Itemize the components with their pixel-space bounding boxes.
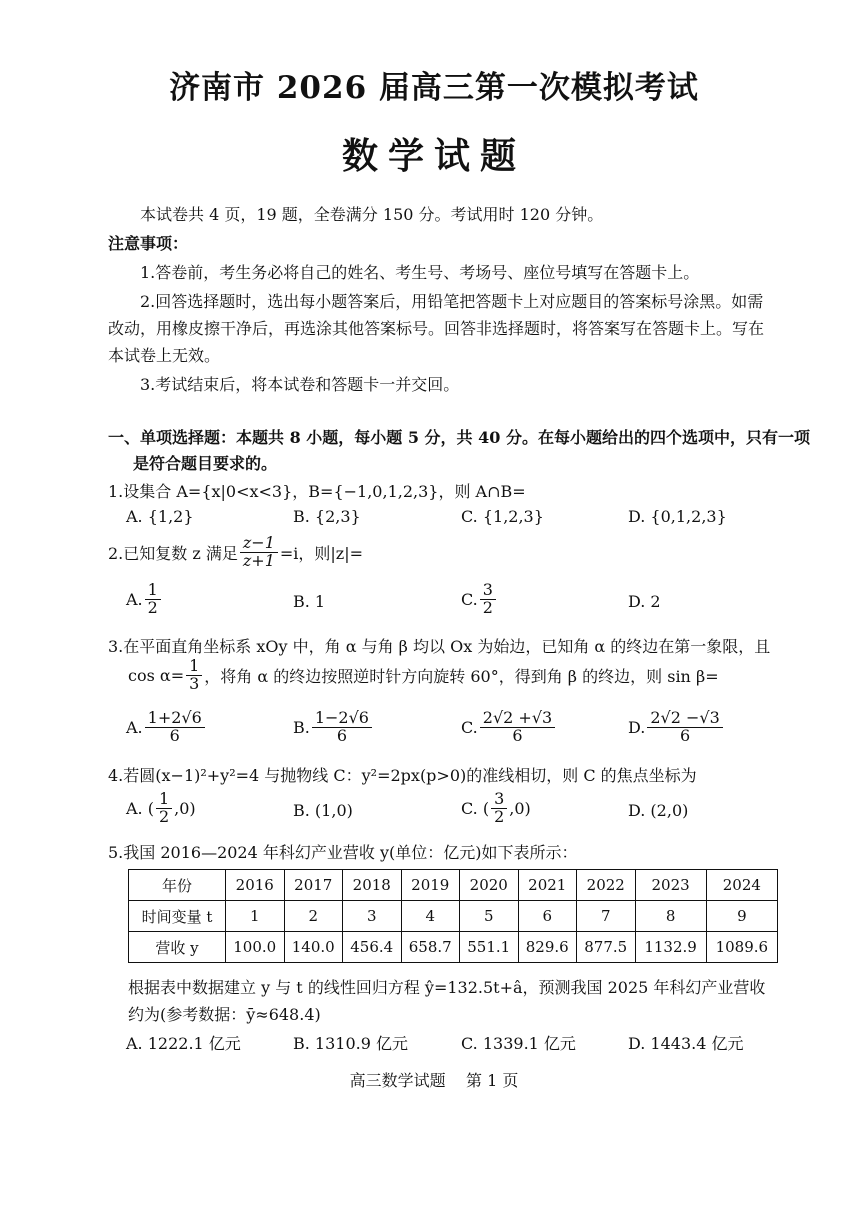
table-cell: 3 bbox=[343, 901, 402, 932]
table-cell: 2019 bbox=[401, 870, 460, 901]
table-row-label: 时间变量 t bbox=[129, 901, 226, 932]
question-2-stem bbox=[108, 535, 363, 570]
fraction-numerator: 1 bbox=[186, 658, 202, 676]
fraction-denominator: 3 bbox=[189, 673, 200, 693]
table-row-label: 年份 bbox=[129, 870, 226, 901]
table-cell: 1132.9 bbox=[635, 932, 706, 963]
question-5-stem: 5.我国 2016—2024 年科幻产业营收 y(单位：亿元)如下表所示： bbox=[108, 843, 578, 862]
table-cell: 2021 bbox=[518, 870, 577, 901]
table-row-label: 营收 y bbox=[129, 932, 226, 963]
question-3-line-1: 3.在平面直角坐标系 xOy 中，角 α 与角 β 均以 Ox 为始边，已知角 α 的终边在第一象限，且 bbox=[108, 637, 771, 656]
question-4-option-d: D. (2,0) bbox=[628, 801, 689, 820]
question-1-stem: 1.设集合 A={x|0<x<3}，B={−1,0,1,2,3}，则 A∩B= bbox=[108, 482, 526, 501]
question-1-option-c: C. {1,2,3} bbox=[461, 507, 544, 526]
table-cell: 8 bbox=[635, 901, 706, 932]
section-1-heading-cont: 是符合题目要求的。 bbox=[133, 454, 278, 473]
table-row bbox=[129, 870, 778, 901]
table-cell: 5 bbox=[460, 901, 519, 932]
question-2-option-d: D. 2 bbox=[628, 592, 661, 611]
table-cell: 877.5 bbox=[577, 932, 636, 963]
fraction-numerator: 1+2√6 bbox=[145, 710, 205, 728]
question-2-option-a bbox=[126, 582, 163, 617]
table-cell: 2016 bbox=[226, 870, 285, 901]
question-4-option-c bbox=[461, 791, 531, 826]
question-2-stem-post: =i，则|z|= bbox=[279, 543, 364, 563]
table-cell: 2 bbox=[284, 901, 343, 932]
question-5-option-d: D. 1443.4 亿元 bbox=[628, 1034, 744, 1053]
question-3-option-b bbox=[293, 710, 374, 745]
option-label: C. bbox=[461, 589, 478, 609]
page-footer: 高三数学试题 第 1 页 bbox=[349, 1071, 519, 1090]
table-row bbox=[129, 901, 778, 932]
question-3-option-d bbox=[628, 710, 725, 745]
option-tail: ,0) bbox=[509, 798, 531, 818]
notice-item-2-line-3: 本试卷上无效。 bbox=[108, 346, 221, 365]
fraction-denominator: 2 bbox=[147, 597, 158, 617]
revenue-table bbox=[128, 869, 778, 963]
fraction-denominator: z+1 bbox=[242, 550, 275, 570]
question-2-fraction bbox=[240, 535, 278, 570]
fraction-denominator: 2 bbox=[158, 806, 170, 826]
question-4-option-a bbox=[126, 791, 196, 826]
fraction-denominator: 6 bbox=[679, 725, 691, 745]
fraction-denominator: 6 bbox=[512, 725, 523, 745]
table-cell: 2018 bbox=[343, 870, 402, 901]
table-cell: 9 bbox=[706, 901, 777, 932]
question-3-option-c bbox=[461, 710, 557, 745]
fraction-denominator: 6 bbox=[169, 725, 180, 745]
table-cell: 2023 bbox=[635, 870, 706, 901]
fraction-numerator: 3 bbox=[480, 582, 496, 600]
fraction-numerator: 3 bbox=[491, 791, 507, 809]
option-label: C. bbox=[461, 717, 478, 737]
table-cell: 829.6 bbox=[518, 932, 577, 963]
question-5-option-b: B. 1310.9 亿元 bbox=[293, 1034, 409, 1053]
question-5-option-a: A. 1222.1 亿元 bbox=[126, 1034, 241, 1053]
fraction-numerator: z−1 bbox=[240, 535, 278, 553]
question-2-option-b: B. 1 bbox=[293, 592, 326, 611]
notice-heading: 注意事项： bbox=[108, 234, 189, 253]
option-label: A. bbox=[126, 589, 143, 609]
table-cell: 6 bbox=[518, 901, 577, 932]
option-label: C. ( bbox=[461, 798, 490, 818]
question-3-option-a bbox=[126, 710, 207, 745]
question-5-option-c: C. 1339.1 亿元 bbox=[461, 1034, 576, 1053]
notice-item-1: 1.答卷前，考生务必将自己的姓名、考生号、考场号、座位号填写在答题卡上。 bbox=[140, 263, 700, 282]
table-cell: 7 bbox=[577, 901, 636, 932]
table-cell: 456.4 bbox=[343, 932, 402, 963]
notice-item-3: 3.考试结束后，将本试卷和答题卡一并交回。 bbox=[140, 375, 460, 394]
table-cell: 100.0 bbox=[226, 932, 285, 963]
table-row bbox=[129, 932, 778, 963]
question-3-line-2-post: ，将角 α 的终边按照逆时针方向旋转 60°，得到角 β 的终边，则 sin β= bbox=[204, 666, 719, 686]
option-tail: ,0) bbox=[174, 798, 196, 818]
fraction-denominator: 6 bbox=[336, 725, 347, 745]
question-5-after-line-2: 约为(参考数据：ȳ≈648.4) bbox=[128, 1005, 321, 1024]
question-1-option-b: B. {2,3} bbox=[293, 507, 361, 526]
fraction-denominator: 2 bbox=[482, 597, 493, 617]
table-cell: 551.1 bbox=[460, 932, 519, 963]
notice-item-2-line-2: 改动，用橡皮擦干净后，再选涂其他答案标号。回答非选择题时，将答案写在答题卡上。写在 bbox=[108, 319, 765, 338]
question-4-stem: 4.若圆(x−1)²+y²=4 与抛物线 C：y²=2px(p>0)的准线相切，则 C 的焦点坐标为 bbox=[108, 766, 697, 785]
table-cell: 2017 bbox=[284, 870, 343, 901]
table-cell: 1089.6 bbox=[706, 932, 777, 963]
question-2-stem-pre: 2.已知复数 z 满足 bbox=[108, 543, 238, 563]
fraction-numerator: 2√2 −√3 bbox=[647, 710, 722, 728]
question-4-option-b: B. (1,0) bbox=[293, 801, 353, 820]
option-label: A. bbox=[126, 717, 143, 737]
table-cell: 1 bbox=[226, 901, 285, 932]
question-1-option-d: D. {0,1,2,3} bbox=[628, 507, 727, 526]
fraction-denominator: 2 bbox=[494, 806, 505, 826]
question-2-option-c bbox=[461, 582, 498, 617]
intro-text: 本试卷共 4 页，19 题，全卷满分 150 分。考试用时 120 分钟。 bbox=[140, 205, 604, 224]
fraction-numerator: 1−2√6 bbox=[312, 710, 372, 728]
question-5-after-line-1: 根据表中数据建立 y 与 t 的线性回归方程 ŷ=132.5t+â，预测我国 2025 年科幻产业营收 bbox=[128, 978, 766, 997]
option-label: D. bbox=[628, 717, 646, 737]
section-1-heading: 一、单项选择题：本题共 8 小题，每小题 5 分，共 40 分。在每小题给出的四个选项中，只有一项 bbox=[108, 428, 810, 447]
exam-subject: 数学试题 bbox=[341, 135, 526, 177]
exam-title: 济南市 2026 届高三第一次模拟考试 bbox=[169, 70, 699, 106]
table-cell: 2020 bbox=[460, 870, 519, 901]
question-3-line-2 bbox=[128, 658, 719, 693]
table-cell: 4 bbox=[401, 901, 460, 932]
table-cell: 658.7 bbox=[401, 932, 460, 963]
fraction-numerator: 1 bbox=[156, 791, 172, 809]
table-cell: 2024 bbox=[706, 870, 777, 901]
option-label: B. bbox=[293, 717, 310, 737]
table-cell: 140.0 bbox=[284, 932, 343, 963]
notice-item-2-line-1: 2.回答选择题时，选出每小题答案后，用铅笔把答题卡上对应题目的答案标号涂黑。如需 bbox=[140, 292, 764, 311]
question-1-option-a: A. {1,2} bbox=[126, 507, 194, 526]
fraction-numerator: 2√2 +√3 bbox=[480, 710, 555, 728]
table-cell: 2022 bbox=[577, 870, 636, 901]
question-3-line-2-pre: cos α= bbox=[128, 665, 185, 685]
fraction-numerator: 1 bbox=[145, 582, 161, 600]
option-label: A. ( bbox=[126, 798, 154, 818]
